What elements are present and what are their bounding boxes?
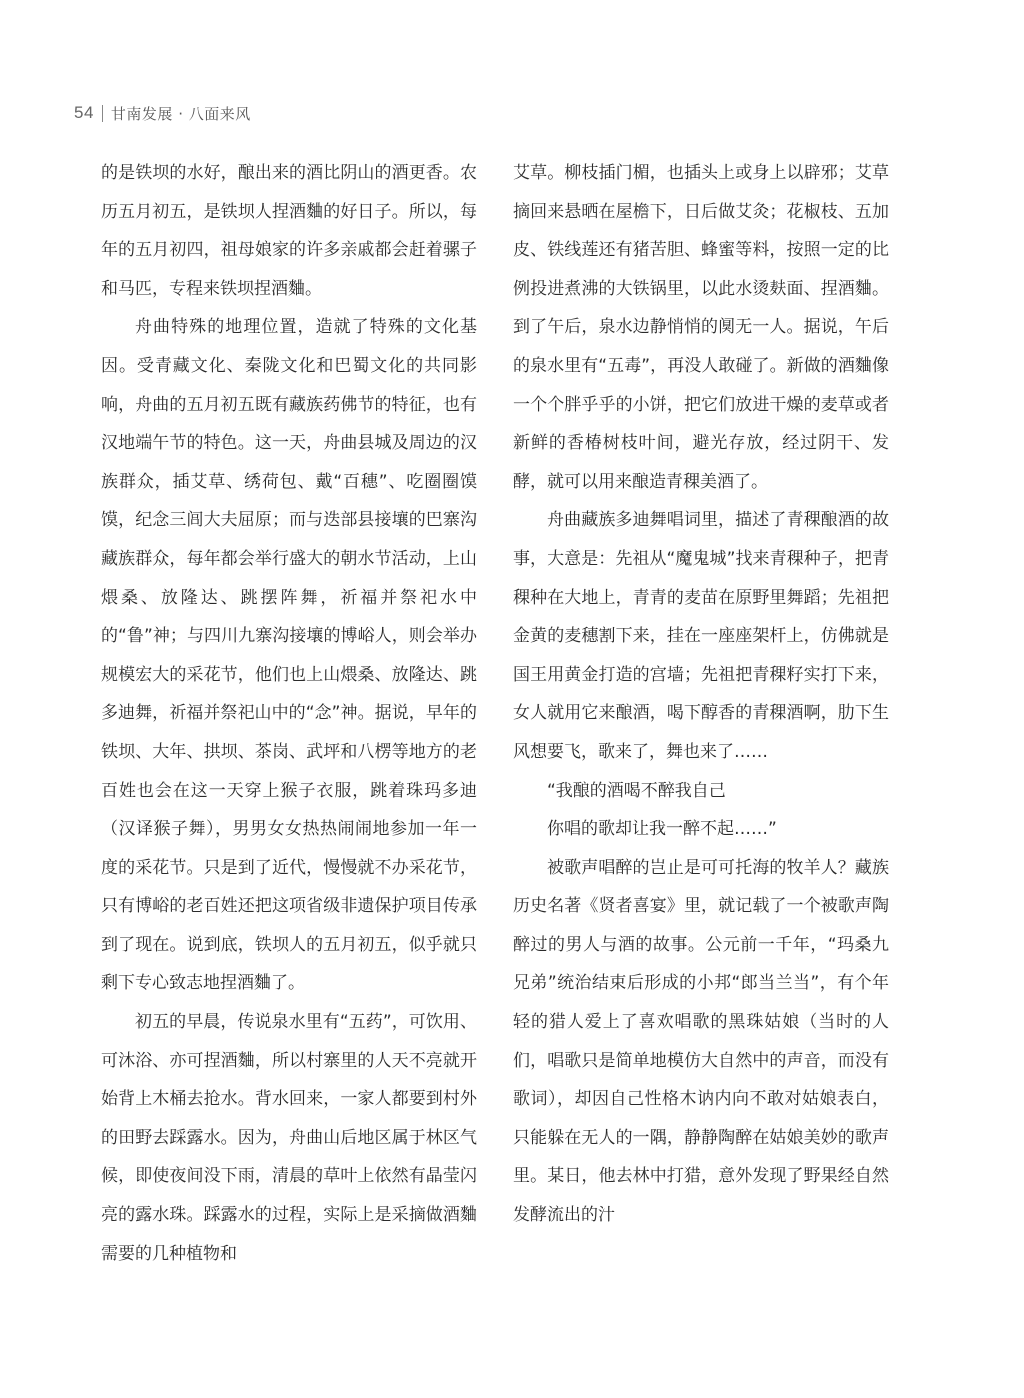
section-title: 甘南发展 · 八面来风 xyxy=(110,104,251,123)
left-text-column xyxy=(101,154,477,1273)
paragraph: 被歌声唱醉的岂止是可可托海的牧羊人？藏族历史名著《贤者喜宴》里，就记载了一个被歌声陶醉过的男人与酒的故事。公元前一千年，“玛桑九兄弟”统治结束后形成的小邦“郎当兰当”，有个年轻的猎人爱上了喜欢唱歌的黑珠姑娘（当时的人们，唱歌只是简单地模仿大自然中的声音，而没有歌词），却因自己性格木讷内向不敢对姑娘表白，只能躲在无人的一隅，静静陶醉在姑娘美妙的歌声里。某日，他去林中打猎，意外发现了野果经自然发酵流出的汁 xyxy=(513,857,889,1226)
header-divider xyxy=(102,105,103,122)
paragraph-continued: 的是铁坝的水好，酿出来的酒比阴山的酒更香。农历五月初五，是铁坝人捏酒麯的好日子。所以，每年的五月初四，祖母娘家的许多亲戚都会赶着骡子和马匹，专程来铁坝捏酒麯。 xyxy=(101,163,477,299)
song-lyric-line: “我酿的酒喝不醉我自己 xyxy=(547,780,726,801)
right-text-column xyxy=(513,154,889,1235)
paragraph: 舟曲藏族多迪舞唱词里，描述了青稞酿酒的故事，大意是：先祖从“魔鬼城”找来青稞种子，把青稞种在大地上，青青的麦苗在原野里舞蹈；先祖把金黄的麦穗割下来，挂在一座座架杆上，仿佛就是国王用黄金打造的宫墙；先祖把青稞籽实打下来，女人就用它来酿酒，喝下醇香的青稞酒啊，肋下生风想要飞，歌来了，舞也来了…… xyxy=(513,510,889,762)
paragraph: 初五的早晨，传说泉水里有“五药”，可饮用、可沐浴、亦可捏酒麯，所以村寨里的人天不亮就开始背上木桶去抢水。背水回来，一家人都要到村外的田野去踩露水。因为，舟曲山后地区属于林区气候，即使夜间没下雨，清晨的草叶上依然有晶莹闪亮的露水珠。踩露水的过程，实际上是采摘做酒麯需要的几种植物和 xyxy=(101,1012,477,1264)
paragraph-continued: 艾草。柳枝插门楣，也插头上或身上以辟邪；艾草摘回来悬晒在屋檐下，日后做艾灸；花椒枝、五加皮、铁线莲还有猪苦胆、蜂蜜等料，按照一定的比例投进煮沸的大铁锅里，以此水烫麸面、捏酒麯。到了午后，泉水边静悄悄的阒无一人。据说，午后的泉水里有“五毒”，再没人敢碰了。新做的酒麯像一个个胖乎乎的小饼，把它们放进干燥的麦草或者新鲜的香椿树枝叶间，避光存放，经过阴干、发酵，就可以用来酿造青稞美酒了。 xyxy=(513,163,889,492)
paragraph: 舟曲特殊的地理位置，造就了特殊的文化基因。受青藏文化、秦陇文化和巴蜀文化的共同影响，舟曲的五月初五既有藏族药佛节的特征，也有汉地端午节的特色。这一天，舟曲县城及周边的汉族群众，插艾草、绣荷包、戴“百穗”、吃圈圈馍馍，纪念三闾大夫屈原；而与迭部县接壤的巴寨沟藏族群众，每年都会举行盛大的朝水节活动，上山煨桑、放隆达、跳摆阵舞，祈福并祭祀水中的“鲁”神；与四川九寨沟接壤的博峪人，则会举办规模宏大的采花节，他们也上山煨桑、放隆达、跳多迪舞，祈福并祭祀山中的“念”神。据说，早年的铁坝、大年、拱坝、茶岗、武坪和八楞等地方的老百姓也会在这一天穿上猴子衣服，跳着珠玛多迪（汉译猴子舞），男男女女热热闹闹地参加一年一度的采花节。只是到了近代，慢慢就不办采花节，只有博峪的老百姓还把这项省级非遗保护项目传承到了现在。说到底，铁坝人的五月初五，似乎就只剩下专心致志地捏酒麯了。 xyxy=(101,317,477,994)
running-header xyxy=(74,100,251,126)
page-number: 54 xyxy=(74,103,94,122)
song-lyric-line: 你唱的歌却让我一醉不起……” xyxy=(547,819,777,840)
